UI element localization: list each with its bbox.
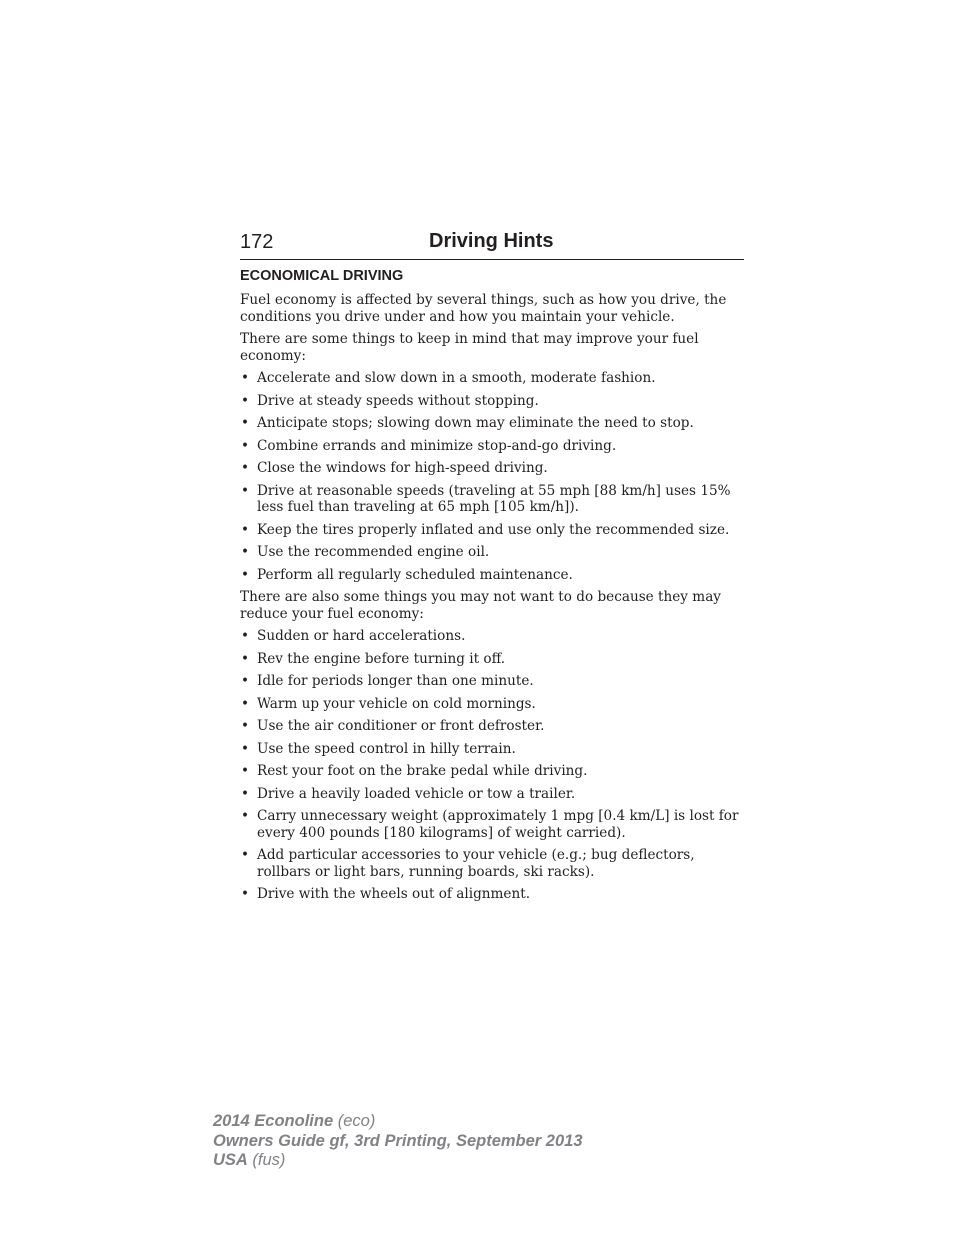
intro-paragraph: Fuel economy is affected by several things, such as how you drive, the conditions you drive under and how you maintain your vehicle. [240,292,727,325]
reduce-fuel-economy-list [240,628,744,903]
footer-market: USA [213,1151,248,1169]
list-item: • Keep the tires properly inflated and use only the recommended size. [240,522,744,539]
footer-line-guide [213,1132,583,1152]
footer-guide-edition: Owners Guide gf, 3rd Printing, September 2013 [213,1131,583,1150]
improve-intro-paragraph: There are some things to keep in mind that may improve your fuel economy: [240,331,699,364]
page-header [240,228,744,260]
list-item: • Combine errands and minimize stop-and-go driving. [240,438,744,455]
list-item: • Accelerate and slow down in a smooth, moderate fashion. [240,370,744,387]
reduce-intro-paragraph: There are also some things you may not want to do because they may reduce your fuel economy: [240,589,721,622]
list-item: • Add particular accessories to your vehicle (e.g.; bug deflectors, rollbars or light bars, running boards, ski racks). [240,847,744,880]
footer-line-model [213,1112,583,1132]
list-item: • Warm up your vehicle on cold mornings. [240,696,744,713]
document-footer [213,1112,583,1171]
list-item: • Use the speed control in hilly terrain. [240,741,744,758]
list-item: • Drive with the wheels out of alignment. [240,886,744,903]
list-item: • Use the recommended engine oil. [240,544,744,561]
footer-market-code: (fus) [247,1151,286,1169]
list-item: • Close the windows for high-speed driving. [240,460,744,477]
list-item: • Carry unnecessary weight (approximately 1 mpg [0.4 km/L] is lost for every 400 pounds [180 kilograms] of weight carried). [240,808,744,841]
footer-model-code: (eco) [333,1112,376,1130]
list-item: • Anticipate stops; slowing down may eliminate the need to stop. [240,415,744,432]
list-item: • Rev the engine before turning it off. [240,651,744,668]
improve-fuel-economy-list [240,370,744,583]
list-item: • Drive at steady speeds without stopping. [240,393,744,410]
footer-line-market [213,1151,583,1171]
list-item: • Rest your foot on the brake pedal while driving. [240,763,744,780]
page-content [240,267,744,909]
list-item: • Perform all regularly scheduled maintenance. [240,567,744,584]
section-heading: ECONOMICAL DRIVING [240,268,404,284]
footer-model: 2014 Econoline [213,1112,334,1130]
list-item: • Drive at reasonable speeds (traveling at 55 mph [88 km/h] uses 15% less fuel than traveling at 65 mph [105 km/h]). [240,483,744,516]
list-item: • Drive a heavily loaded vehicle or tow a trailer. [240,786,744,803]
list-item: • Idle for periods longer than one minute. [240,673,744,690]
list-item: • Use the air conditioner or front defroster. [240,718,744,735]
page-number: 172 [240,231,274,253]
chapter-title: Driving Hints [429,230,554,252]
list-item: • Sudden or hard accelerations. [240,628,744,645]
